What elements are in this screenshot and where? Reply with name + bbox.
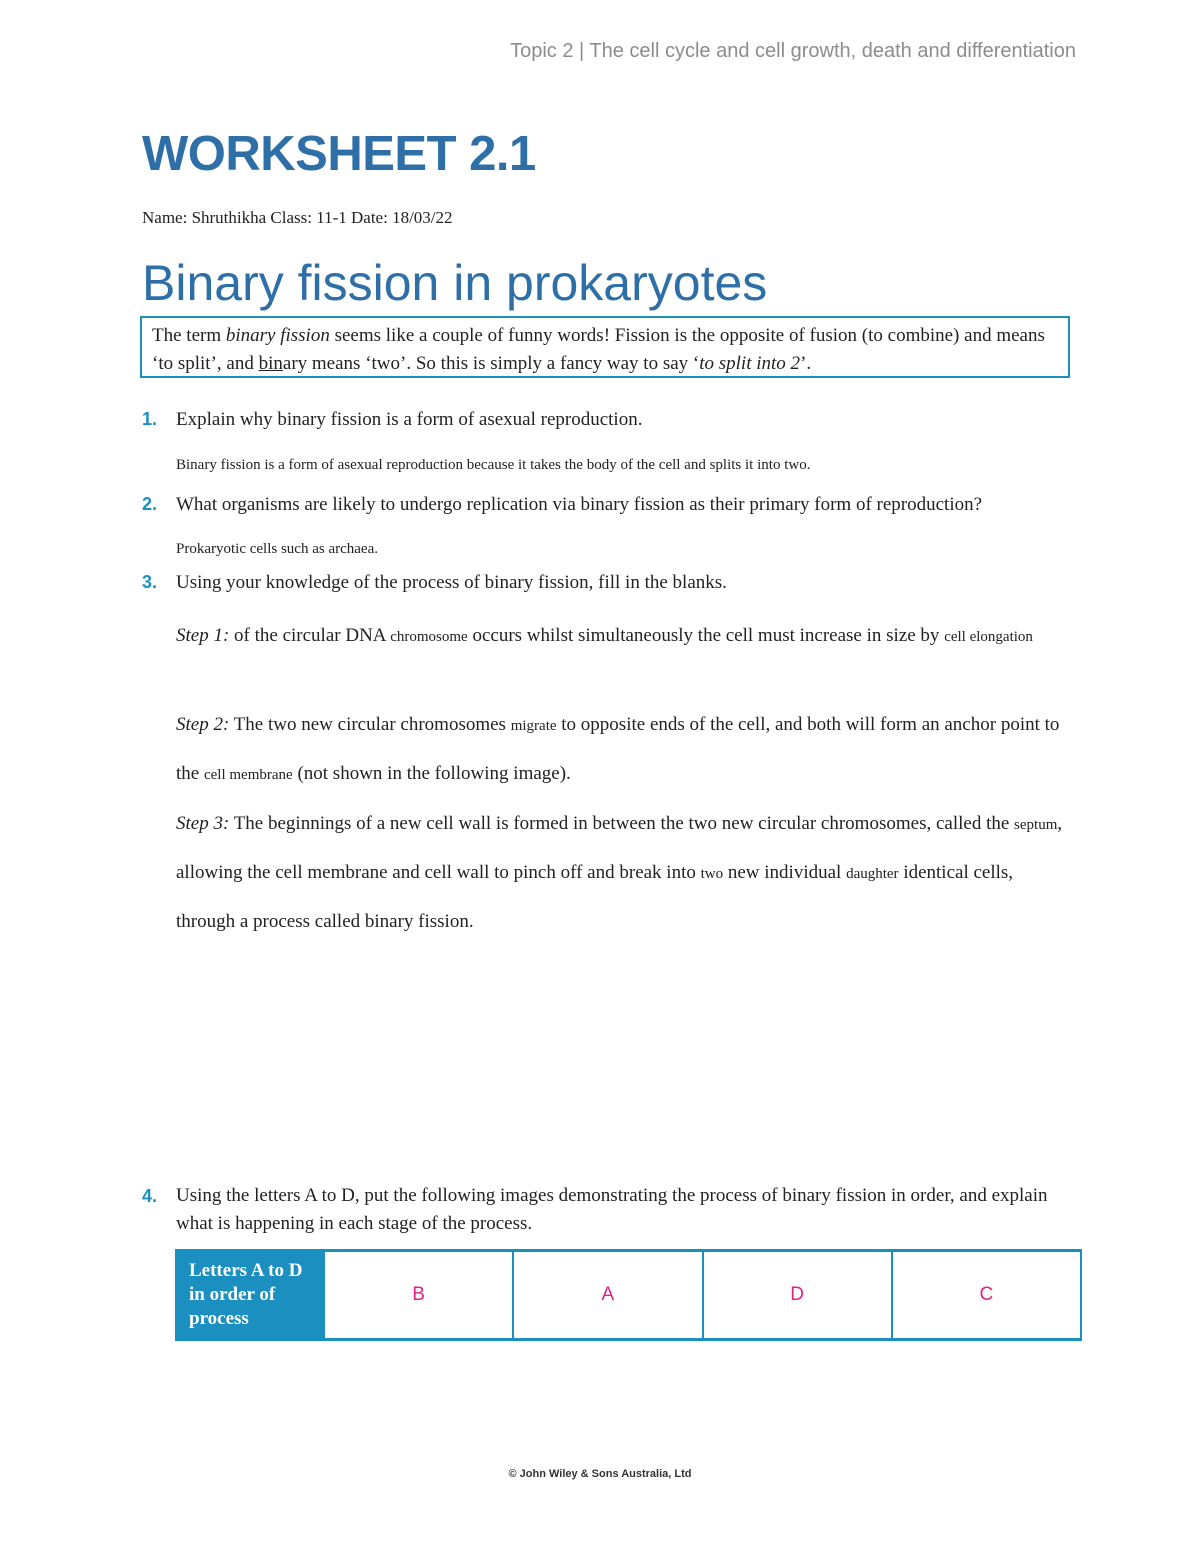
copyright-footer: © John Wiley & Sons Australia, Ltd	[508, 1468, 692, 1480]
step-text: (not shown in the following image).	[292, 763, 571, 784]
step-1	[176, 612, 1076, 661]
step-text: of the circular DNA	[229, 625, 391, 646]
step-text: The beginnings of a new cell wall is formed in between the two new circular chromosomes, called the	[229, 813, 1015, 834]
question-number: 2.	[142, 494, 158, 514]
step-answer: septum	[1014, 817, 1058, 833]
step-text: new individual	[723, 862, 847, 883]
step-text: occurs whilst simultaneously the cell must increase in size by	[467, 625, 945, 646]
question-number: 1.	[142, 409, 158, 429]
question-2	[142, 494, 982, 516]
step-answer: two	[700, 866, 724, 882]
intro-emphasis-term: binary fission	[225, 325, 330, 346]
question-3	[142, 572, 727, 594]
order-answer-cell[interactable]: A	[513, 1251, 702, 1340]
step-label: Step 2:	[176, 714, 230, 735]
step-2	[176, 701, 1076, 799]
question-number: 3.	[142, 572, 158, 592]
intro-emphasis-phrase: to split into 2	[699, 353, 801, 374]
table-row	[176, 1251, 1081, 1340]
step-text: to opposite ends of the cell, and both will form an anchor point to the	[176, 714, 1060, 784]
question-text: Using your knowledge of the process of binary fission, fill in the blanks.	[176, 572, 727, 593]
step-answer: daughter	[846, 866, 899, 882]
answer-1: Binary fission is a form of asexual reproduction because it takes the body of the cell and splits it into two.	[176, 457, 811, 473]
order-answer-cell[interactable]: C	[892, 1251, 1081, 1340]
answer-2: Prokaryotic cells such as archaea.	[176, 541, 378, 557]
step-label: Step 1:	[176, 625, 230, 646]
question-number: 4.	[142, 1186, 158, 1206]
step-label: Step 3:	[176, 813, 230, 834]
step-3	[176, 800, 1076, 945]
worksheet-title: WORKSHEET 2.1	[142, 127, 536, 181]
order-table	[175, 1249, 1082, 1341]
intro-text-box	[140, 316, 1070, 378]
student-info-line: Name: Shruthikha Class: 11-1 Date: 18/03/22	[142, 208, 453, 227]
step-text: The two new circular chromosomes	[229, 714, 511, 735]
question-4	[142, 1182, 1082, 1238]
question-text: Using the letters A to D, put the following images demonstrating the process of binary fission in order, and explain what is happening in each stage of the process.	[176, 1185, 1048, 1234]
step-answer: cell membrane	[203, 767, 293, 783]
section-title: Binary fission in prokaryotes	[142, 255, 768, 311]
step-answer: migrate	[510, 718, 557, 734]
order-answer-cell[interactable]: D	[703, 1251, 892, 1340]
page-header: Topic 2 | The cell cycle and cell growth, death and differentiation	[510, 40, 1076, 62]
order-answer-cell[interactable]: B	[324, 1251, 513, 1340]
intro-underlined-text: bin	[258, 353, 283, 374]
step-text: identical cells, through a process called binary fission.	[176, 862, 1014, 932]
step-text: , allowing the cell membrane and cell wall to pinch off and break into	[176, 813, 1063, 883]
table-header-cell: Letters A to D in order of process	[176, 1251, 324, 1340]
intro-text: seems like a couple of funny words! Fission is the opposite of fusion (to combine) and means ‘to split’, and	[152, 325, 1045, 374]
intro-text: The term	[152, 325, 226, 346]
question-text: Explain why binary fission is a form of asexual reproduction.	[176, 409, 643, 430]
step-answer: cell elongation	[944, 629, 1033, 645]
intro-text: ’.	[800, 353, 812, 374]
question-1	[142, 409, 642, 431]
step-answer: chromosome	[390, 629, 468, 645]
intro-text: ary means ‘two’. So this is simply a fancy way to say ‘	[282, 353, 700, 374]
question-text: What organisms are likely to undergo replication via binary fission as their primary form of reproduction?	[176, 494, 983, 515]
